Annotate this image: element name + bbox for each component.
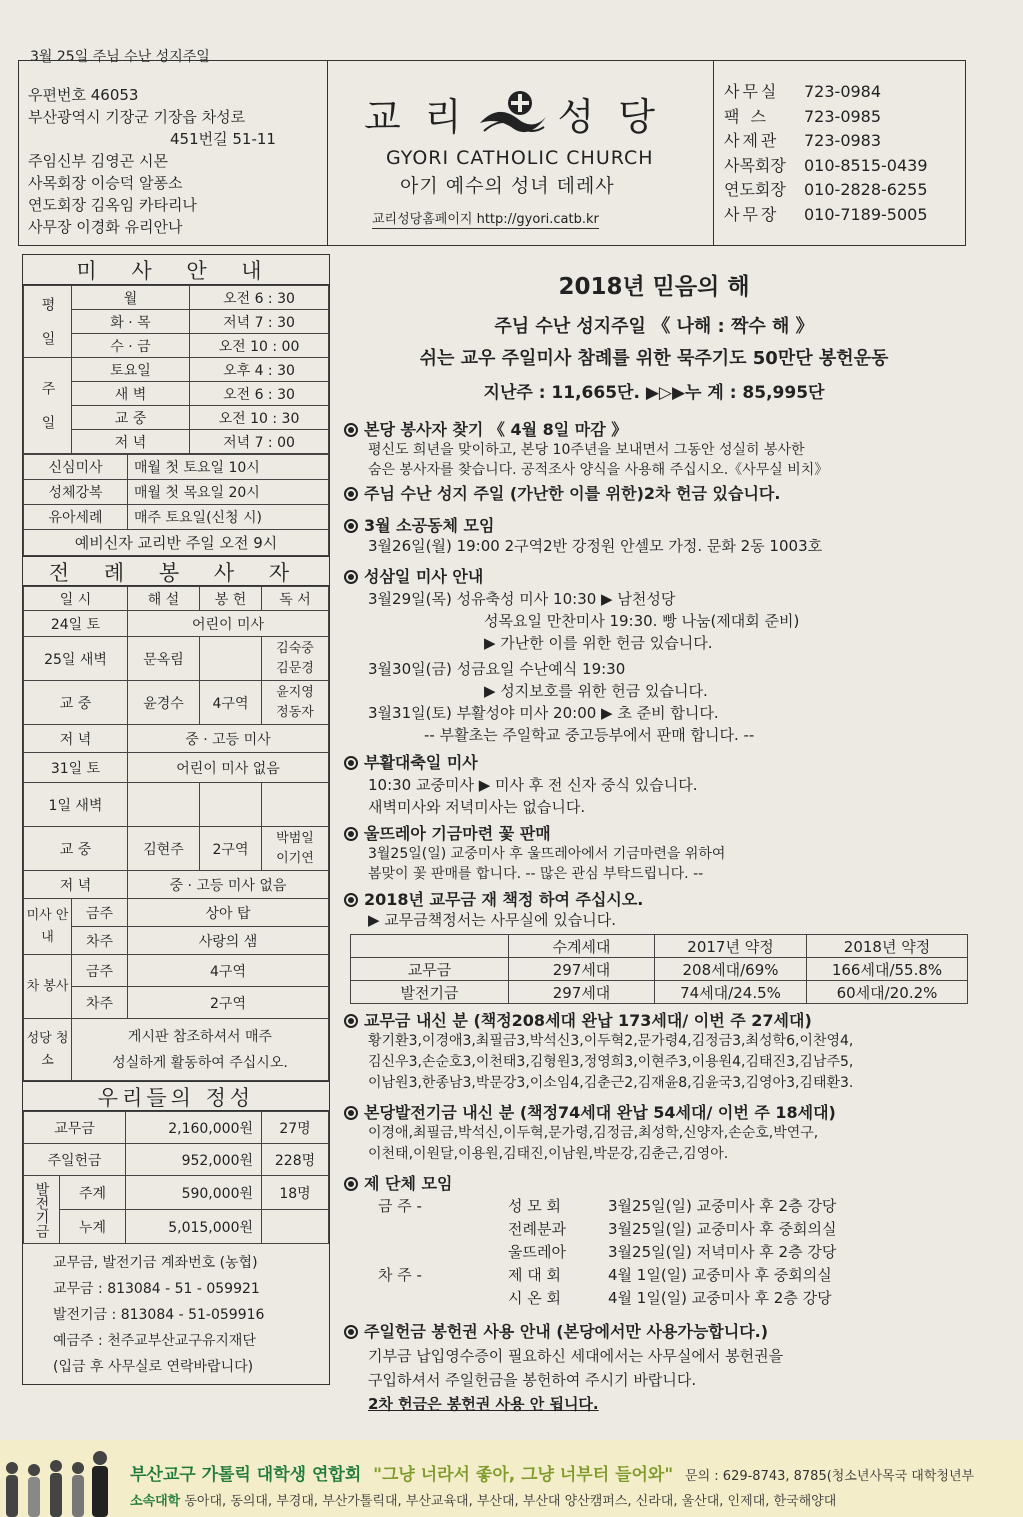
liturgy-commentator: 문옥림 xyxy=(128,637,200,681)
meeting-group: 울뜨레아 xyxy=(508,1243,566,1261)
notice-heading: 교무금 내신 분 (책정208세대 완납 173세대/ 이번 주 27세대) xyxy=(364,1011,812,1030)
account-note: (입금 후 사무실로 연락바랍니다) xyxy=(53,1359,254,1375)
notice-text: 3월25일(일) 교중미사 후 울뜨레아에서 기금마련을 위하여 xyxy=(368,846,726,862)
dues-table xyxy=(350,934,968,1004)
offering-category: 주일헌금 xyxy=(24,1144,126,1176)
bullet-icon xyxy=(344,1177,358,1191)
liturgy-readers xyxy=(262,637,329,681)
cleaning-text: 게시판 참조하셔서 매주 xyxy=(127,1028,273,1045)
cross-emblem-icon xyxy=(478,89,548,139)
meeting-time: 4월 1일(일) 교중미사 후 2층 강당 xyxy=(608,1289,832,1307)
liturgy-header: 해 설 xyxy=(128,587,200,611)
contact-value: 723-0984 xyxy=(804,82,882,101)
council-president: 사목회장 이승덕 알퐁소 xyxy=(28,174,183,192)
dues-2017: 208세대/69% xyxy=(655,958,807,981)
logo-text-right: 성 당 xyxy=(557,95,661,139)
development-fund-label: 발전기금 xyxy=(24,1176,60,1244)
church-name-en: GYORI CATHOLIC CHURCH xyxy=(386,147,654,169)
notice-triduum xyxy=(344,566,964,746)
reader: 김문경 xyxy=(276,660,314,676)
notice-text: 3월30일(금) 성금요일 수난예식 19:30 xyxy=(368,660,626,678)
offering-amount: 2,160,000원 xyxy=(126,1112,262,1144)
liturgy-date: 31일 토 xyxy=(24,753,128,783)
special-mass-name: 신심미사 xyxy=(24,455,128,480)
liturgy-note: 중 · 고등 미사 없음 xyxy=(128,871,329,899)
notice-development-payers xyxy=(344,1102,964,1165)
liturgy-date: 교 중 xyxy=(24,827,128,871)
liturgy-header: 일 시 xyxy=(24,587,128,611)
liturgy-date: 교 중 xyxy=(24,681,128,725)
offering-category: 교무금 xyxy=(24,1112,126,1144)
meeting-week xyxy=(378,1218,508,1241)
contact-value: 010-2828-6255 xyxy=(804,180,928,199)
liturgy-header: 봉 헌 xyxy=(200,587,262,611)
mass-schedule-title: 미 사 안 내 xyxy=(23,255,329,285)
mass-day: 교 중 xyxy=(72,406,190,430)
mass-time: 저녁 7 : 30 xyxy=(190,310,329,334)
dues-category: 발전기금 xyxy=(351,981,509,1004)
dues-category: 교무금 xyxy=(351,958,509,981)
special-mass-name: 성체강복 xyxy=(24,480,128,505)
mass-time: 오전 6 : 30 xyxy=(190,286,329,310)
payer-list: 이경애,최필금,박석신,이두혁,문가령,김정금,최성학,신양자,손순호,박연구, xyxy=(368,1125,819,1141)
bullet-icon xyxy=(344,756,358,770)
banner-phone: 문의 : 629-8743, 8785(청소년사목국 대학청년부 xyxy=(685,1469,975,1484)
date-line: 3월 25일 주님 수난 성지주일 xyxy=(30,49,210,65)
account-holder: 예금주 : 천주교부산교구유지재단 xyxy=(53,1333,256,1349)
meeting-time: 3월25일(일) 교중미사 후 중회의실 xyxy=(608,1220,837,1238)
banner-org: 부산교구 가톨릭 대학생 연합회 xyxy=(130,1465,362,1485)
dues-header: 수계세대 xyxy=(509,935,655,958)
notice-dues xyxy=(344,890,964,930)
notice-text: 3월31일(토) 부활성야 미사 20:00 ▶ 초 준비 합니다. xyxy=(368,704,719,722)
notice-easter-mass xyxy=(344,752,964,818)
reader: 이기연 xyxy=(276,850,314,866)
meeting-week xyxy=(378,1241,508,1264)
address-line: 451번길 51-11 xyxy=(170,130,276,148)
year-theme-title: 2018년 믿음의 해 xyxy=(558,274,750,300)
contact-label: 사목회장 xyxy=(724,155,786,175)
liturgy-date: 24일 토 xyxy=(24,611,128,637)
sunday-title: 주님 수난 성지주일 《 나해 : 짝수 해 》 xyxy=(494,316,814,337)
contact-label: 사무장 xyxy=(724,204,780,224)
bank-accounts xyxy=(23,1244,329,1384)
dues-header: 2018년 약정 xyxy=(807,935,968,958)
left-column xyxy=(22,254,330,1385)
dues-2018: 166세대/55.8% xyxy=(807,958,968,981)
week-label: 금주 xyxy=(72,955,128,987)
notice-text: 숨은 봉사자를 찾습니다. 공적조사 양식을 사용해 주십시오.《사무실 비치》 xyxy=(368,462,829,478)
address-line: 부산광역시 기장군 기장읍 차성로 xyxy=(28,108,246,126)
notice-text: ▶ 교무금책정서는 사무실에 있습니다. xyxy=(368,911,616,929)
students-photo-icon xyxy=(0,1448,120,1517)
liturgy-date: 1일 새벽 xyxy=(24,783,128,827)
offering-table xyxy=(23,1111,329,1244)
mission-group: 상아 탑 xyxy=(128,899,329,927)
notice-text: 새벽미사와 저녁미사는 없습니다. xyxy=(368,798,586,816)
mass-day: 월 xyxy=(72,286,190,310)
notice-text: 평신도 희년을 맞이하고, 본당 10주년을 보내면서 그동안 성실히 봉사한 xyxy=(368,442,805,458)
patron-saint: 아기 예수의 성녀 데레사 xyxy=(400,175,615,197)
meeting-week: 차 주 - xyxy=(378,1266,422,1284)
mass-schedule-table xyxy=(23,285,329,454)
mass-day: 저 녁 xyxy=(72,430,190,454)
banner-slogan: "그냥 너라서 좋아, 그냥 너부터 들어와" xyxy=(373,1465,674,1485)
notice-heading: 본당 봉사자 찾기 《 4월 8일 마감 》 xyxy=(364,420,628,439)
mass-time: 오전 10 : 30 xyxy=(190,406,329,430)
meeting-group: 시 온 회 xyxy=(508,1289,562,1307)
cleaning-note xyxy=(72,1019,329,1081)
notice-text: 3월26일(월) 19:00 2구역2반 강정원 안셀모 가정. 문화 2동 1003호 xyxy=(368,537,823,555)
mission-label: 미사 안내 xyxy=(24,899,72,955)
cleaning-label: 성당 청소 xyxy=(24,1019,72,1081)
notice-text: 3월29일(목) 성유축성 미사 10:30 ▶ 남천성당 xyxy=(368,590,676,608)
offering-category: 누계 xyxy=(60,1210,126,1244)
meeting-time: 3월25일(일) 교중미사 후 2층 강당 xyxy=(608,1197,837,1215)
notice-heading: 3월 소공동체 모임 xyxy=(364,516,495,535)
special-mass-time: 매주 토요일(신청 시) xyxy=(128,505,329,530)
meeting-time: 3월25일(일) 저녁미사 후 2층 강당 xyxy=(608,1243,837,1261)
liturgy-commentator: 김현주 xyxy=(128,827,200,871)
notice-heading: 2018년 교무금 재 책정 하여 주십시오. xyxy=(364,890,644,909)
offering-category: 주계 xyxy=(60,1176,126,1210)
rosary-count: 지난주 : 11,665단. ▶▷▶누 계 : 85,995단 xyxy=(483,383,825,403)
contact-label: 팩 스 xyxy=(724,106,769,126)
liturgy-date: 25일 새벽 xyxy=(24,637,128,681)
bullet-icon xyxy=(344,1325,358,1339)
contact-value: 723-0983 xyxy=(804,131,882,150)
notice-volunteers xyxy=(344,420,964,480)
mass-day: 화 · 목 xyxy=(72,310,190,334)
bullet-icon xyxy=(344,893,358,907)
liturgy-readers xyxy=(262,681,329,725)
offering-count: 27명 xyxy=(262,1112,329,1144)
reader: 박범일 xyxy=(276,830,314,846)
notice-group-meetings xyxy=(344,1172,964,1310)
meeting-group: 성 모 회 xyxy=(508,1197,562,1215)
liturgy-offertory: 2구역 xyxy=(200,827,262,871)
offering-count: 228명 xyxy=(262,1144,329,1176)
schools-label: 소속대학 xyxy=(130,1494,181,1509)
offering-count: 18명 xyxy=(262,1176,329,1210)
offering-amount: 5,015,000원 xyxy=(126,1210,262,1244)
rosary-campaign: 쉬는 교우 주일미사 참례를 위한 묵주기도 50만단 봉헌운동 xyxy=(419,348,889,369)
dues-header: 2017년 약정 xyxy=(655,935,807,958)
liturgy-note: 중 · 고등 미사 xyxy=(128,725,329,753)
mass-day: 수 · 금 xyxy=(72,334,190,358)
sunday-label: 주 일 xyxy=(24,358,72,454)
week-label: 차주 xyxy=(72,987,128,1019)
notice-text: ▶ 성지보호를 위한 헌금 있습니다. xyxy=(484,682,708,700)
yeondo-president: 연도회장 김옥임 카타리나 xyxy=(28,196,197,214)
notice-heading: 제 단체 모임 xyxy=(364,1174,453,1193)
dues-2018: 60세대/20.2% xyxy=(807,981,968,1004)
bullet-icon xyxy=(344,519,358,533)
notice-text: ▶ 가난한 이를 위한 헌금 있습니다. xyxy=(484,634,713,652)
bullet-icon xyxy=(344,1106,358,1120)
postal-code: 우편번호 46053 xyxy=(28,86,139,104)
offering-count xyxy=(262,1210,329,1244)
week-label: 차주 xyxy=(72,927,128,955)
offering-amount: 952,000원 xyxy=(126,1144,262,1176)
liturgy-header: 독 서 xyxy=(262,587,329,611)
bullet-icon xyxy=(344,423,358,437)
mass-day: 새 벽 xyxy=(72,382,190,406)
notice-text: 기부금 납입영수증이 필요하신 세대에서는 사무실에서 봉헌권을 xyxy=(368,1347,784,1365)
notice-text: -- 부활초는 주일학교 중고등부에서 판매 합니다. -- xyxy=(424,726,755,744)
tea-group: 2구역 xyxy=(128,987,329,1019)
mass-time: 오전 6 : 30 xyxy=(190,382,329,406)
contact-label: 사제관 xyxy=(724,131,780,150)
contact-list xyxy=(724,80,928,227)
banner-headline xyxy=(130,1460,974,1485)
special-mass-name: 유아세례 xyxy=(24,505,128,530)
notice-second-collection xyxy=(344,484,964,504)
mass-time: 오후 4 : 30 xyxy=(190,358,329,382)
mission-group: 사랑의 샘 xyxy=(128,927,329,955)
church-logo xyxy=(360,86,700,229)
liturgy-note: 어린이 미사 xyxy=(128,611,329,637)
liturgy-date: 저 녁 xyxy=(24,725,128,753)
meeting-group: 전례분과 xyxy=(508,1220,566,1238)
reader: 정동자 xyxy=(276,704,314,720)
notice-heading: 울뜨레아 기금마련 꽃 판매 xyxy=(364,824,551,843)
notice-small-community xyxy=(344,516,964,556)
payer-list: 황기환3,이경애3,최필금3,박석신3,이두혁2,문가령4,김정금3,최성학6,이찬영4, xyxy=(368,1033,854,1049)
main-content xyxy=(344,254,964,1434)
bullet-icon xyxy=(344,487,358,501)
homepage-link[interactable]: 교리성당홈페이지 http://gyori.catb.kr xyxy=(372,208,599,229)
account-dues: 교무금 : 813084 - 51 - 059921 xyxy=(53,1281,260,1297)
liturgy-commentator: 윤경수 xyxy=(128,681,200,725)
notice-heading: 주일헌금 봉헌권 사용 안내 (본당에서만 사용가능합니다.) xyxy=(364,1322,769,1341)
notice-dues-payers xyxy=(344,1010,964,1094)
payer-list: 이천태,이원달,이용원,김태진,이남원,박문강,김춘근,김영아. xyxy=(368,1146,729,1162)
liturgy-title: 전 례 봉 사 자 xyxy=(23,556,329,586)
dues-households: 297세대 xyxy=(509,981,655,1004)
mass-time: 오전 10 : 00 xyxy=(190,334,329,358)
mass-day: 토요일 xyxy=(72,358,190,382)
reader: 윤지영 xyxy=(276,684,314,700)
dues-households: 297세대 xyxy=(509,958,655,981)
bullet-icon xyxy=(344,1014,358,1028)
notice-text: 성목요일 만찬미사 19:30. 빵 나눔(제대회 준비) xyxy=(484,612,800,630)
office-manager: 사무장 이경화 유리안나 xyxy=(28,218,183,236)
banner-schools xyxy=(130,1490,836,1509)
liturgy-date: 저 녁 xyxy=(24,871,128,899)
meeting-week xyxy=(378,1287,508,1310)
pastor: 주임신부 김영곤 시몬 xyxy=(28,152,168,170)
meeting-group: 제 대 회 xyxy=(508,1266,562,1284)
notice-offering-voucher xyxy=(344,1320,964,1416)
meeting-week: 금 주 - xyxy=(378,1197,422,1215)
liturgy-readers xyxy=(262,827,329,871)
account-development: 발전기금 : 813084 - 51-059916 xyxy=(53,1307,265,1323)
special-mass-table xyxy=(23,454,329,556)
payer-list: 김신우3,손순호3,이천태3,김형원3,정영희3,이현주3,이용원4,김태진3,김남주5, xyxy=(368,1054,854,1070)
reader: 김숙중 xyxy=(276,640,314,656)
weekday-label: 평 일 xyxy=(24,286,72,358)
tea-service-label: 차 봉사 xyxy=(24,955,72,1019)
notice-text: 구입하셔서 주일헌금을 봉헌하여 주시기 바랍니다. xyxy=(368,1371,697,1389)
tea-group: 4구역 xyxy=(128,955,329,987)
contact-value: 010-8515-0439 xyxy=(804,155,928,175)
payer-list: 이남원3,한종남3,박문강3,이소임4,김춘근2,김재윤8,김윤국3,김영아3,김태환3. xyxy=(368,1075,854,1091)
notice-text: 2차 헌금은 봉헌권 사용 안 됩니다. xyxy=(368,1395,599,1413)
notice-heading: 본당발전기금 내신 분 (책정74세대 완납 54세대/ 이번 주 18세대) xyxy=(364,1103,836,1122)
address-block xyxy=(28,84,276,238)
notice-heading: 주님 수난 성지 주일 (가난한 이를 위한)2차 헌금 있습니다. xyxy=(364,484,781,503)
notice-text: 10:30 교중미사 ▶ 미사 후 전 신자 중식 있습니다. xyxy=(368,776,698,794)
bullet-icon xyxy=(344,827,358,841)
contact-label: 연도회장 xyxy=(724,180,786,199)
special-mass-time: 매월 첫 목요일 20시 xyxy=(128,480,329,505)
liturgy-offertory: 4구역 xyxy=(200,681,262,725)
contact-value: 723-0985 xyxy=(804,106,882,126)
cleaning-text: 성실하게 활동하여 주십시오. xyxy=(112,1054,288,1071)
liturgy-table xyxy=(23,586,329,1081)
notice-heading: 부활대축일 미사 xyxy=(364,753,478,772)
bullet-icon xyxy=(344,570,358,584)
dues-header xyxy=(351,935,509,958)
contact-value: 010-7189-5005 xyxy=(804,204,928,224)
offering-title: 우리들의 정성 xyxy=(23,1081,329,1111)
account-heading: 교무금, 발전기금 계좌번호 (농협) xyxy=(53,1255,258,1271)
student-union-banner xyxy=(0,1440,1023,1517)
mass-time: 저녁 7 : 00 xyxy=(190,430,329,454)
week-label: 금주 xyxy=(72,899,128,927)
notice-text: 봄맞이 꽃 판매를 합니다. -- 많은 관심 부탁드립니다. -- xyxy=(368,866,704,882)
dues-2017: 74세대/24.5% xyxy=(655,981,807,1004)
offering-amount: 590,000원 xyxy=(126,1176,262,1210)
catechumen-class: 예비신자 교리반 주일 오전 9시 xyxy=(24,530,329,556)
logo-text-left: 교 리 xyxy=(364,95,468,139)
meeting-time: 4월 1일(일) 교중미사 후 중회의실 xyxy=(608,1266,832,1284)
special-mass-time: 매월 첫 토요일 10시 xyxy=(128,455,329,480)
contact-label: 사무실 xyxy=(724,82,780,101)
schools-list: 동아대, 동의대, 부경대, 부산가톨릭대, 부산교육대, 부산대, 부산대 양산캠퍼스, 신라대, 울산대, 인제대, 한국해양대 xyxy=(184,1494,837,1509)
notice-flower-sale xyxy=(344,824,964,884)
notice-heading: 성삼일 미사 안내 xyxy=(364,567,484,586)
liturgy-note: 어린이 미사 없음 xyxy=(128,753,329,783)
